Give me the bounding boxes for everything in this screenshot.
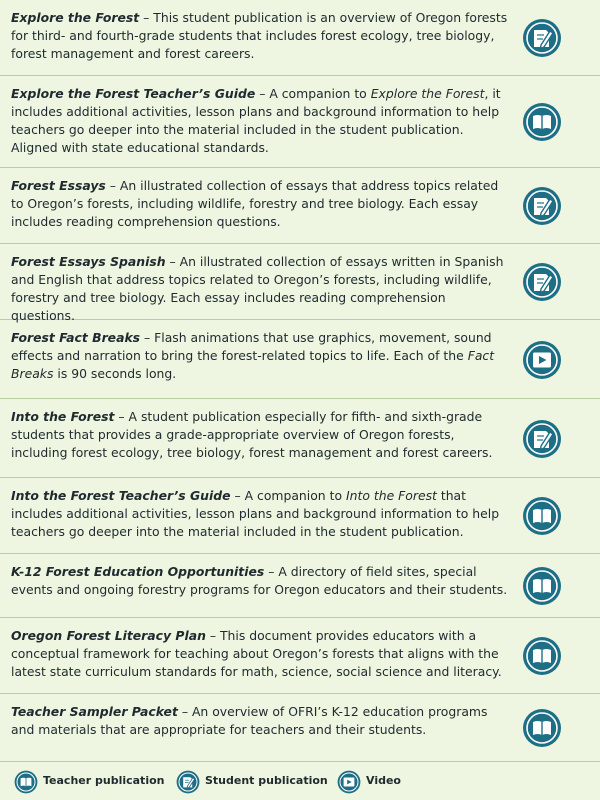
item-title[interactable]: K-12 Forest Education Opportunities [11, 564, 265, 579]
student-publication-icon [176, 770, 200, 794]
list-item [0, 478, 600, 554]
item-description [11, 627, 511, 681]
item-text: is 90 seconds long. [53, 366, 177, 381]
item-italic-reference: Explore the Forest [370, 86, 485, 101]
item-text: – Flash animations that use graphics, movement, sound effects and narration to bring the forest-related topics to life. Each of the [11, 330, 492, 363]
legend-teacher-label: Teacher publication [43, 774, 165, 787]
item-description [11, 253, 511, 325]
student-publication-icon [522, 18, 562, 58]
list-item [0, 694, 600, 762]
item-text: – A companion to [255, 86, 371, 101]
teacher-publication-icon [522, 708, 562, 748]
item-title[interactable]: Explore the Forest Teacher’s Guide [11, 86, 256, 101]
item-description [11, 563, 511, 599]
item-description [11, 9, 511, 63]
item-description [11, 329, 511, 383]
item-title[interactable]: Explore the Forest [11, 10, 140, 25]
item-description [11, 703, 511, 739]
item-title[interactable]: Teacher Sampler Packet [11, 704, 178, 719]
teacher-publication-icon [522, 636, 562, 676]
student-publication-icon [522, 419, 562, 459]
item-title[interactable]: Into the Forest [11, 409, 115, 424]
item-title[interactable]: Forest Fact Breaks [11, 330, 141, 345]
list-item [0, 0, 600, 76]
list-item [0, 320, 600, 399]
list-item [0, 618, 600, 694]
item-text: that includes additional activities, lesson plans and background information to help teachers go deeper into the material included in the student publication. [11, 488, 500, 539]
item-text: – A companion to [230, 488, 346, 503]
teacher-publication-icon [522, 566, 562, 606]
legend-video-label: Video [366, 774, 401, 787]
student-publication-icon [522, 186, 562, 226]
item-title[interactable]: Forest Essays [11, 178, 106, 193]
list-item [0, 76, 600, 168]
list-item [0, 554, 600, 618]
item-italic-reference: Into the Forest [345, 488, 437, 503]
item-text: – A student publication especially for fifth- and sixth-grade students that provides a grade-appropriate overview of Oregon forests, including forest ecology, tree biology, forest management and forest careers. [11, 409, 493, 460]
list-item [0, 399, 600, 478]
item-text: , it includes additional activities, lesson plans and background information to help teachers go deeper into the material included in the student publication. Aligned with state educational standards. [11, 86, 501, 155]
item-text: – This student publication is an overview of Oregon forests for third- and fourth-grade students that includes forest ecology, tree biology, forest management and forest careers. [11, 10, 508, 61]
item-description [11, 408, 511, 462]
item-text: – An illustrated collection of essays that address topics related to Oregon’s forests, including wildlife, forestry and tree biology. Each essay includes reading comprehension questions. [11, 178, 499, 229]
item-text: – This document provides educators with a conceptual framework for teaching about Oregon’s forests that aligns with the latest state curriculum standards for math, science, social science and literacy. [11, 628, 502, 679]
item-title[interactable]: Oregon Forest Literacy Plan [11, 628, 206, 643]
list-item [0, 244, 600, 323]
item-description [11, 177, 511, 231]
item-text: – An overview of OFRI’s K-12 education programs and materials that are appropriate for teachers and their students. [11, 704, 488, 737]
item-text: – An illustrated collection of essays written in Spanish and English that address topics related to Oregon’s forests, including wildlife, forestry and tree biology. Each essay includes reading comprehension questions. [11, 254, 504, 323]
teacher-publication-icon [522, 102, 562, 142]
teacher-publication-icon [14, 770, 38, 794]
list-item [0, 168, 600, 244]
item-italic-reference: Fact Breaks [11, 348, 495, 381]
item-title[interactable]: Into the Forest Teacher’s Guide [11, 488, 231, 503]
teacher-publication-icon [522, 496, 562, 536]
icon-legend [0, 762, 600, 800]
video-icon [337, 770, 361, 794]
student-publication-icon [522, 262, 562, 302]
item-text: – A directory of field sites, special events and ongoing forestry programs for Oregon educators and their students. [11, 564, 508, 597]
video-icon [522, 340, 562, 380]
item-description [11, 487, 511, 541]
item-title[interactable]: Forest Essays Spanish [11, 254, 166, 269]
item-description [11, 85, 511, 157]
legend-student-label: Student publication [205, 774, 328, 787]
